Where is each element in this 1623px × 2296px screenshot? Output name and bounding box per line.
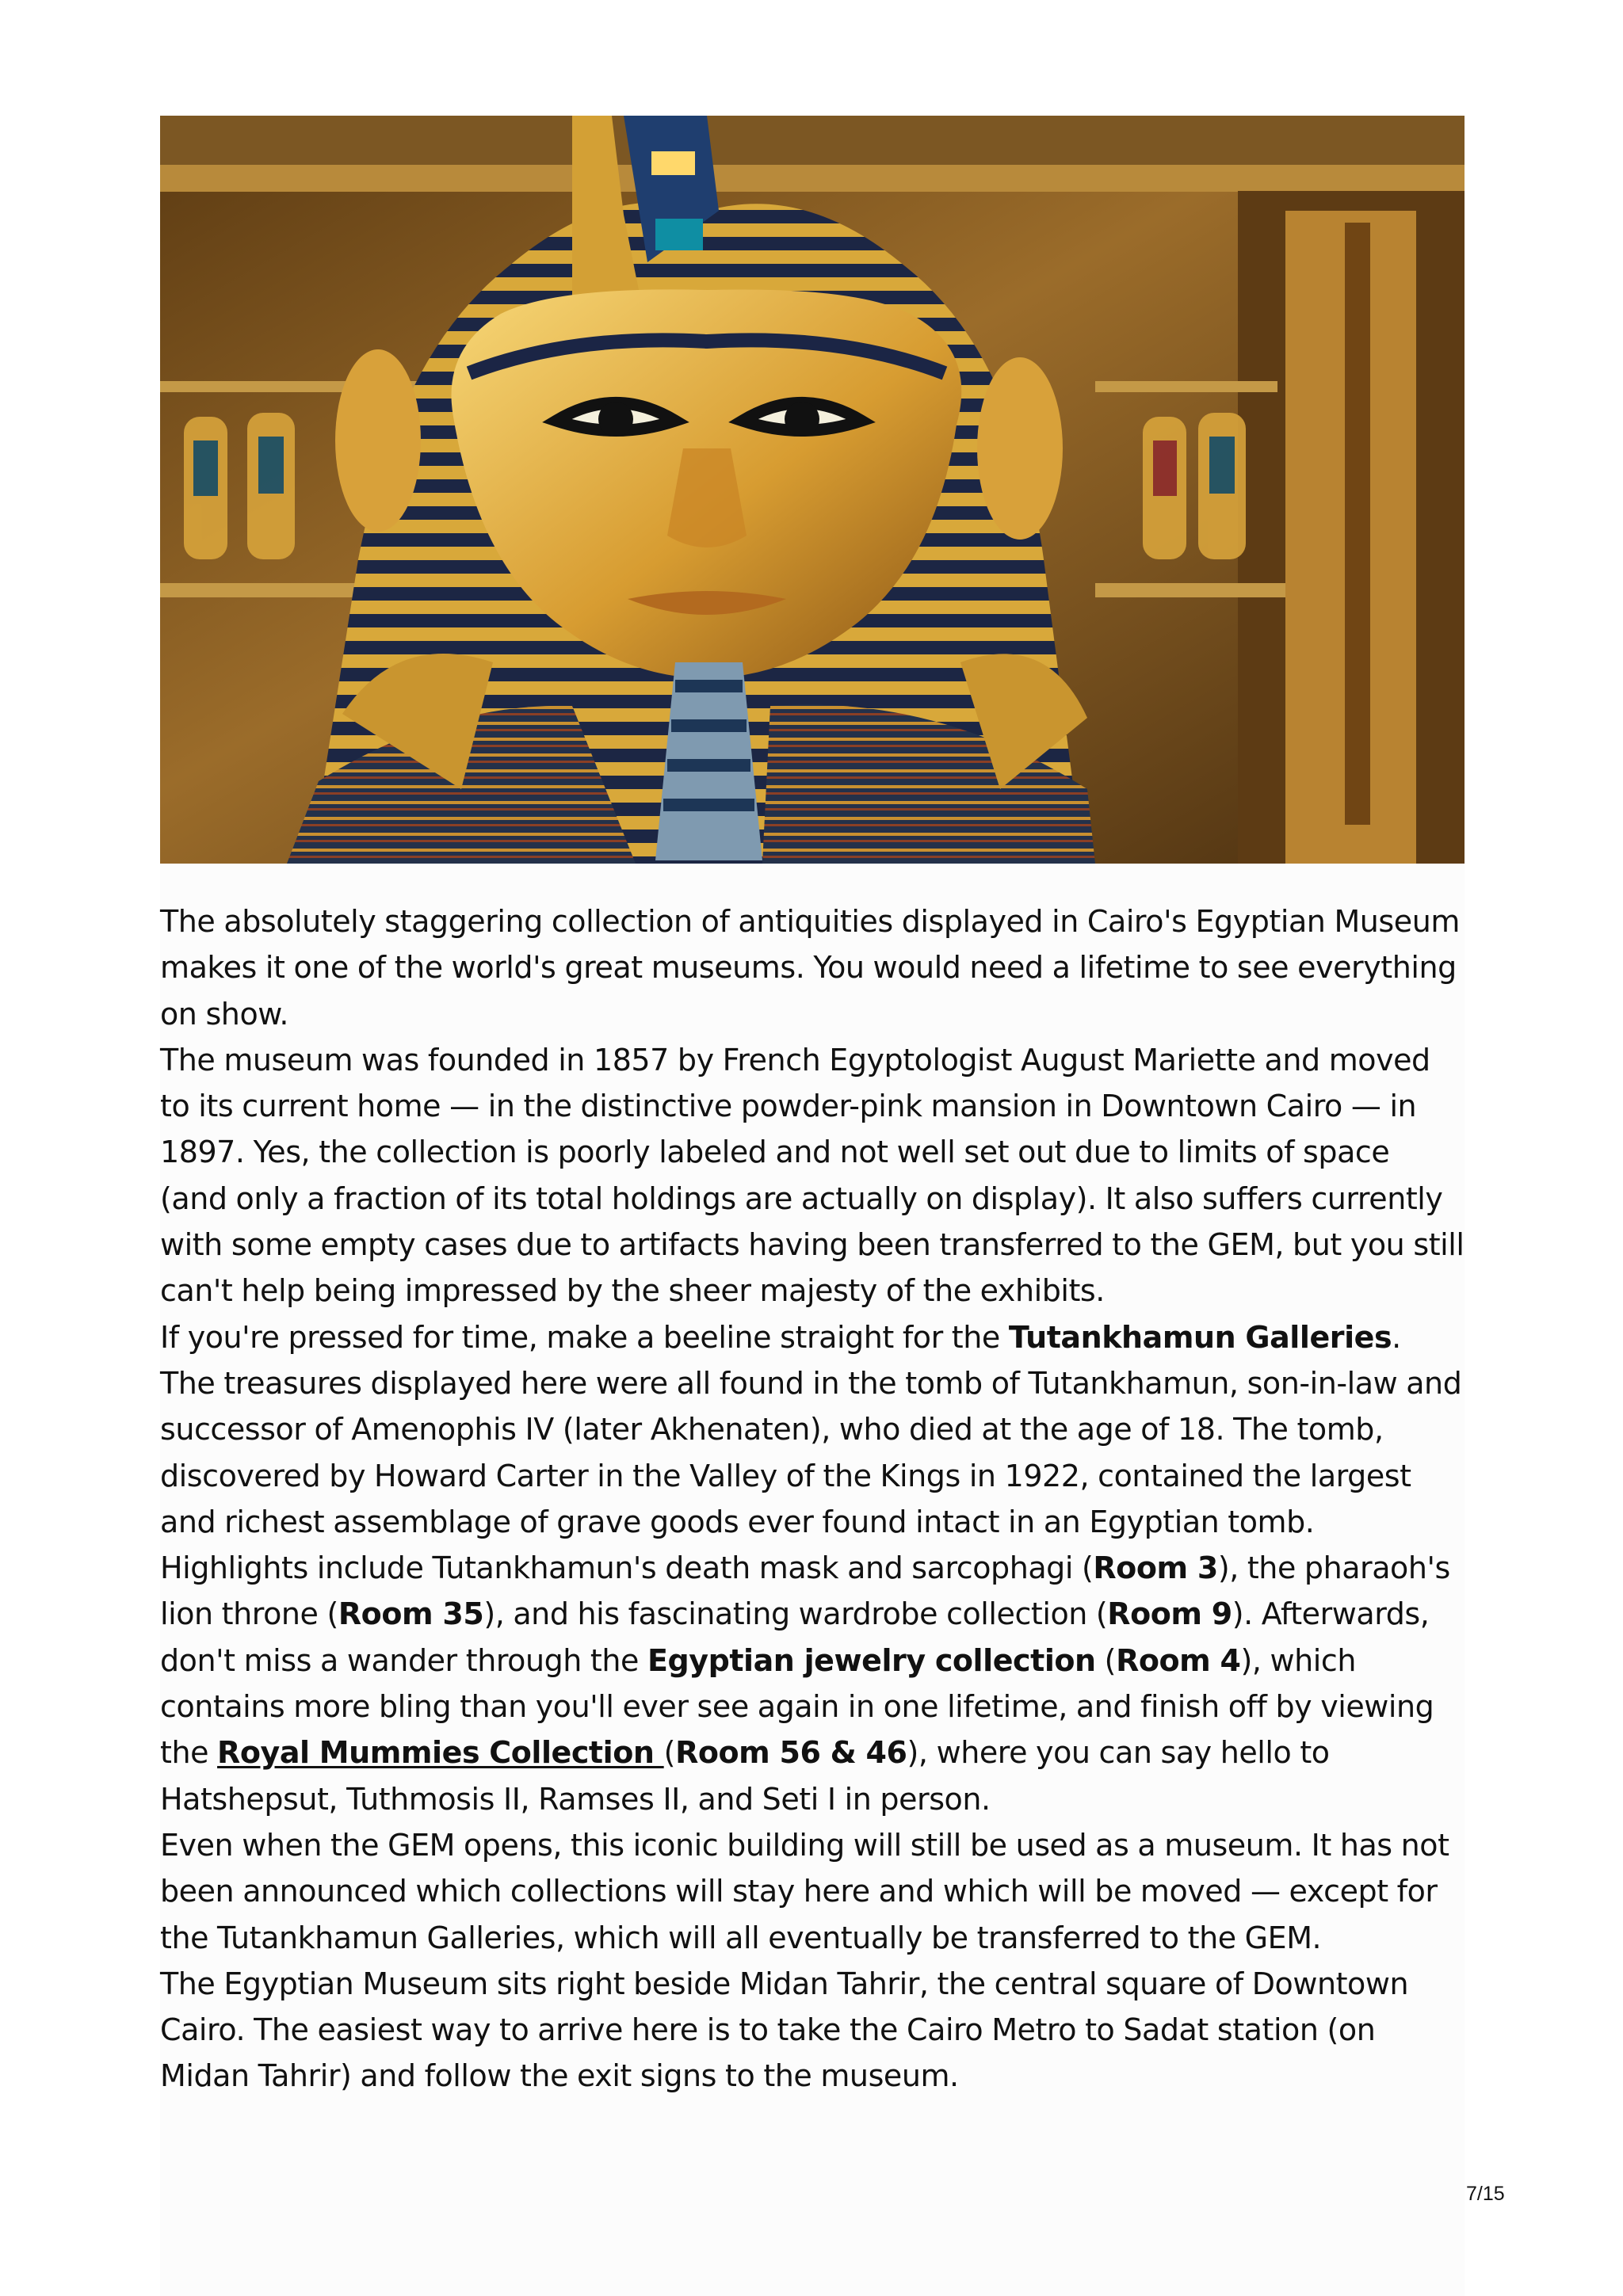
paragraph-text: ), where you can say hello to Hatshepsut, Tuthmosis II, Ramses II, and Seti I in person.: [160, 1735, 1330, 1817]
intro-paragraph: The absolutely staggering collection of antiquities displayed in Cairo's Egyptian Museum makes it one of the world's great museums. You would need a lifetime to see everything on show.: [160, 904, 1460, 1032]
tutankhamun-paragraph: [160, 1314, 1465, 1545]
hero-image: [160, 116, 1465, 864]
room-3-label: Room 3: [1093, 1550, 1218, 1586]
paragraph-text: (: [663, 1735, 676, 1771]
paragraph-text: (: [1095, 1642, 1117, 1678]
page-number: 7/15: [1466, 2183, 1505, 2205]
directions-paragraph: The Egyptian Museum sits right beside Midan Tahrir, the central square of Downtown Cairo. The easiest way to arrive here is to take the Cairo Metro to Sadat station (on Midan Tahrir) and follow the exit signs to the museum.: [160, 1966, 1409, 2094]
death-mask-illustration: [160, 116, 1465, 864]
paragraph-text: Highlights include Tutankhamun's death mask and sarcophagi (: [160, 1550, 1094, 1586]
paragraph-text: If you're pressed for time, make a beeline straight for the: [160, 1319, 1009, 1355]
paragraph-text: ), which contains more bling than you'll ever see again in one lifetime, and finish off by viewing the: [160, 1642, 1434, 1771]
gem-paragraph: Even when the GEM opens, this iconic building will still be used as a museum. It has not been announced which collections will stay here and which will be moved — except for the Tutankhamun Galleries, which will all eventually be transferred to the GEM.: [160, 1827, 1449, 1955]
royal-mummies-link[interactable]: Royal Mummies Collection: [217, 1735, 664, 1771]
history-paragraph: The museum was founded in 1857 by French Egyptologist August Mariette and moved to its current home — in the distinctive powder-pink mansion in Downtown Cairo — in 1897. Yes, the collection is poorly labeled and not well set out due to limits of space (and only a fraction of its total holdings are actually on display). It also suffers currently with some empty cases due to artifacts having been transferred to the GEM, but you still can't help being impressed by the sheer majesty of the exhibits.: [160, 1042, 1465, 1309]
room-35-label: Room 35: [338, 1596, 484, 1632]
paragraph-text: ), the pharaoh's lion throne (: [160, 1550, 1450, 1632]
article-body: [160, 898, 1465, 2100]
paragraph-text: ), and his fascinating wardrobe collection (: [483, 1596, 1108, 1632]
tutankhamun-galleries-label: Tutankhamun Galleries: [1008, 1319, 1392, 1355]
room-4-label: Room 4: [1116, 1642, 1241, 1678]
highlights-paragraph: [160, 1545, 1465, 1822]
paragraph-text: . The treasures displayed here were all found in the tomb of Tutankhamun, son-in-law and successor of Amenophis IV (later Akhenaten), who died at the age of 18. The tomb, discovered by Howard Carter in the Valley of the Kings in 1922, contained the largest and richest assemblage of grave goods ever found intact in an Egyptian tomb.: [160, 1319, 1462, 1539]
jewelry-collection-label: Egyptian jewelry collection: [647, 1642, 1096, 1678]
paragraph-text: ). Afterwards, don't miss a wander through the: [160, 1596, 1430, 1678]
room-56-46-label: Room 56 & 46: [675, 1735, 907, 1771]
room-9-label: Room 9: [1107, 1596, 1232, 1632]
